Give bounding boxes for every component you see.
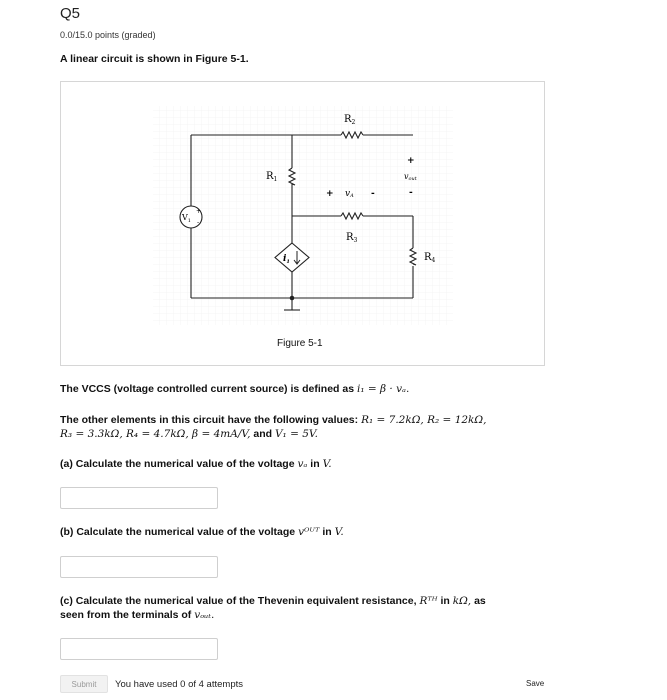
values-line1: R₁ = 7.2kΩ, R₂ = 12kΩ, <box>361 414 487 426</box>
part-b-in: in <box>322 526 332 538</box>
part-a-unit: V. <box>322 458 332 470</box>
vout-minus: - <box>409 188 413 198</box>
save-button[interactable]: Save <box>526 679 545 688</box>
part-a-prompt <box>60 457 332 471</box>
attempts-counter: You have used 0 of 4 attempts <box>115 679 243 690</box>
part-c-as: as <box>474 595 486 607</box>
part-b-prefix: (b) Calculate the numerical value of the voltage <box>60 526 296 538</box>
question-intro: A linear circuit is shown in Figure 5-1. <box>60 53 249 65</box>
circuit-diagram <box>61 82 544 365</box>
answer-b-input[interactable] <box>60 556 218 578</box>
part-c-prompt <box>60 594 540 622</box>
r3-sub: 3 <box>353 237 358 244</box>
vout-letter: v <box>404 172 409 181</box>
vccs-formula: i₁ = β · vₐ. <box>356 383 410 395</box>
v1-plus: + <box>196 208 202 215</box>
i1-sub: 1 <box>286 259 290 265</box>
element-values <box>60 413 540 441</box>
question-points: 0.0/15.0 points (graded) <box>60 30 156 40</box>
r4-letter: R <box>424 252 432 263</box>
part-c-in: in <box>440 595 450 607</box>
values-line2: R₃ = 3.3kΩ, R₄ = 4.7kΩ, β = 4mA/V, <box>60 428 251 440</box>
values-and: and <box>253 428 273 440</box>
va-sub: A <box>350 193 354 199</box>
part-a-var: vₐ <box>297 458 308 470</box>
va-plus: + <box>326 189 334 199</box>
vccs-prefix: The VCCS (voltage controlled current source) is defined as <box>60 383 355 395</box>
question-title: Q5 <box>60 5 81 22</box>
values-line2-end: V₁ = 5V. <box>274 428 318 440</box>
v1-sub: 1 <box>187 218 191 224</box>
part-b-unit: V. <box>334 526 344 538</box>
figure-caption: Figure 5-1 <box>277 338 323 349</box>
v1-letter: V <box>182 213 188 222</box>
r1-letter: R <box>266 171 274 182</box>
values-prefix: The other elements in this circuit have the following values: <box>60 414 359 426</box>
r4-sub: 4 <box>431 257 436 264</box>
part-c-unit: kΩ, <box>452 595 472 607</box>
part-c-line1: (c) Calculate the numerical value of the Thevenin equivalent resistance, <box>60 595 417 607</box>
vout-sub: out <box>408 176 417 182</box>
vout-plus: + <box>407 156 415 166</box>
r2-letter: R <box>344 114 352 125</box>
vccs-definition <box>60 382 409 396</box>
part-b-var: vᴼᵁᵀ <box>298 526 320 538</box>
va-letter: v <box>345 189 351 199</box>
part-a-prefix: (a) Calculate the numerical value of the voltage <box>60 458 295 470</box>
answer-a-input[interactable] <box>60 487 218 509</box>
r2-sub: 2 <box>351 119 356 126</box>
v1-minus: - <box>197 219 200 226</box>
part-c-var2: vₒᵤₜ. <box>194 609 215 621</box>
r3-letter: R <box>346 232 354 243</box>
part-b-prompt <box>60 525 344 539</box>
i1-letter: i <box>283 254 287 264</box>
va-minus: - <box>371 189 375 199</box>
r1-sub: 1 <box>273 176 278 183</box>
part-a-in: in <box>310 458 320 470</box>
ground-node <box>290 296 295 301</box>
submit-button[interactable]: Submit <box>60 675 108 693</box>
part-c-line2: seen from the terminals of <box>60 609 192 621</box>
part-c-var: Rᵀᴴ <box>419 595 438 607</box>
figure-container <box>60 81 545 366</box>
answer-c-input[interactable] <box>60 638 218 660</box>
